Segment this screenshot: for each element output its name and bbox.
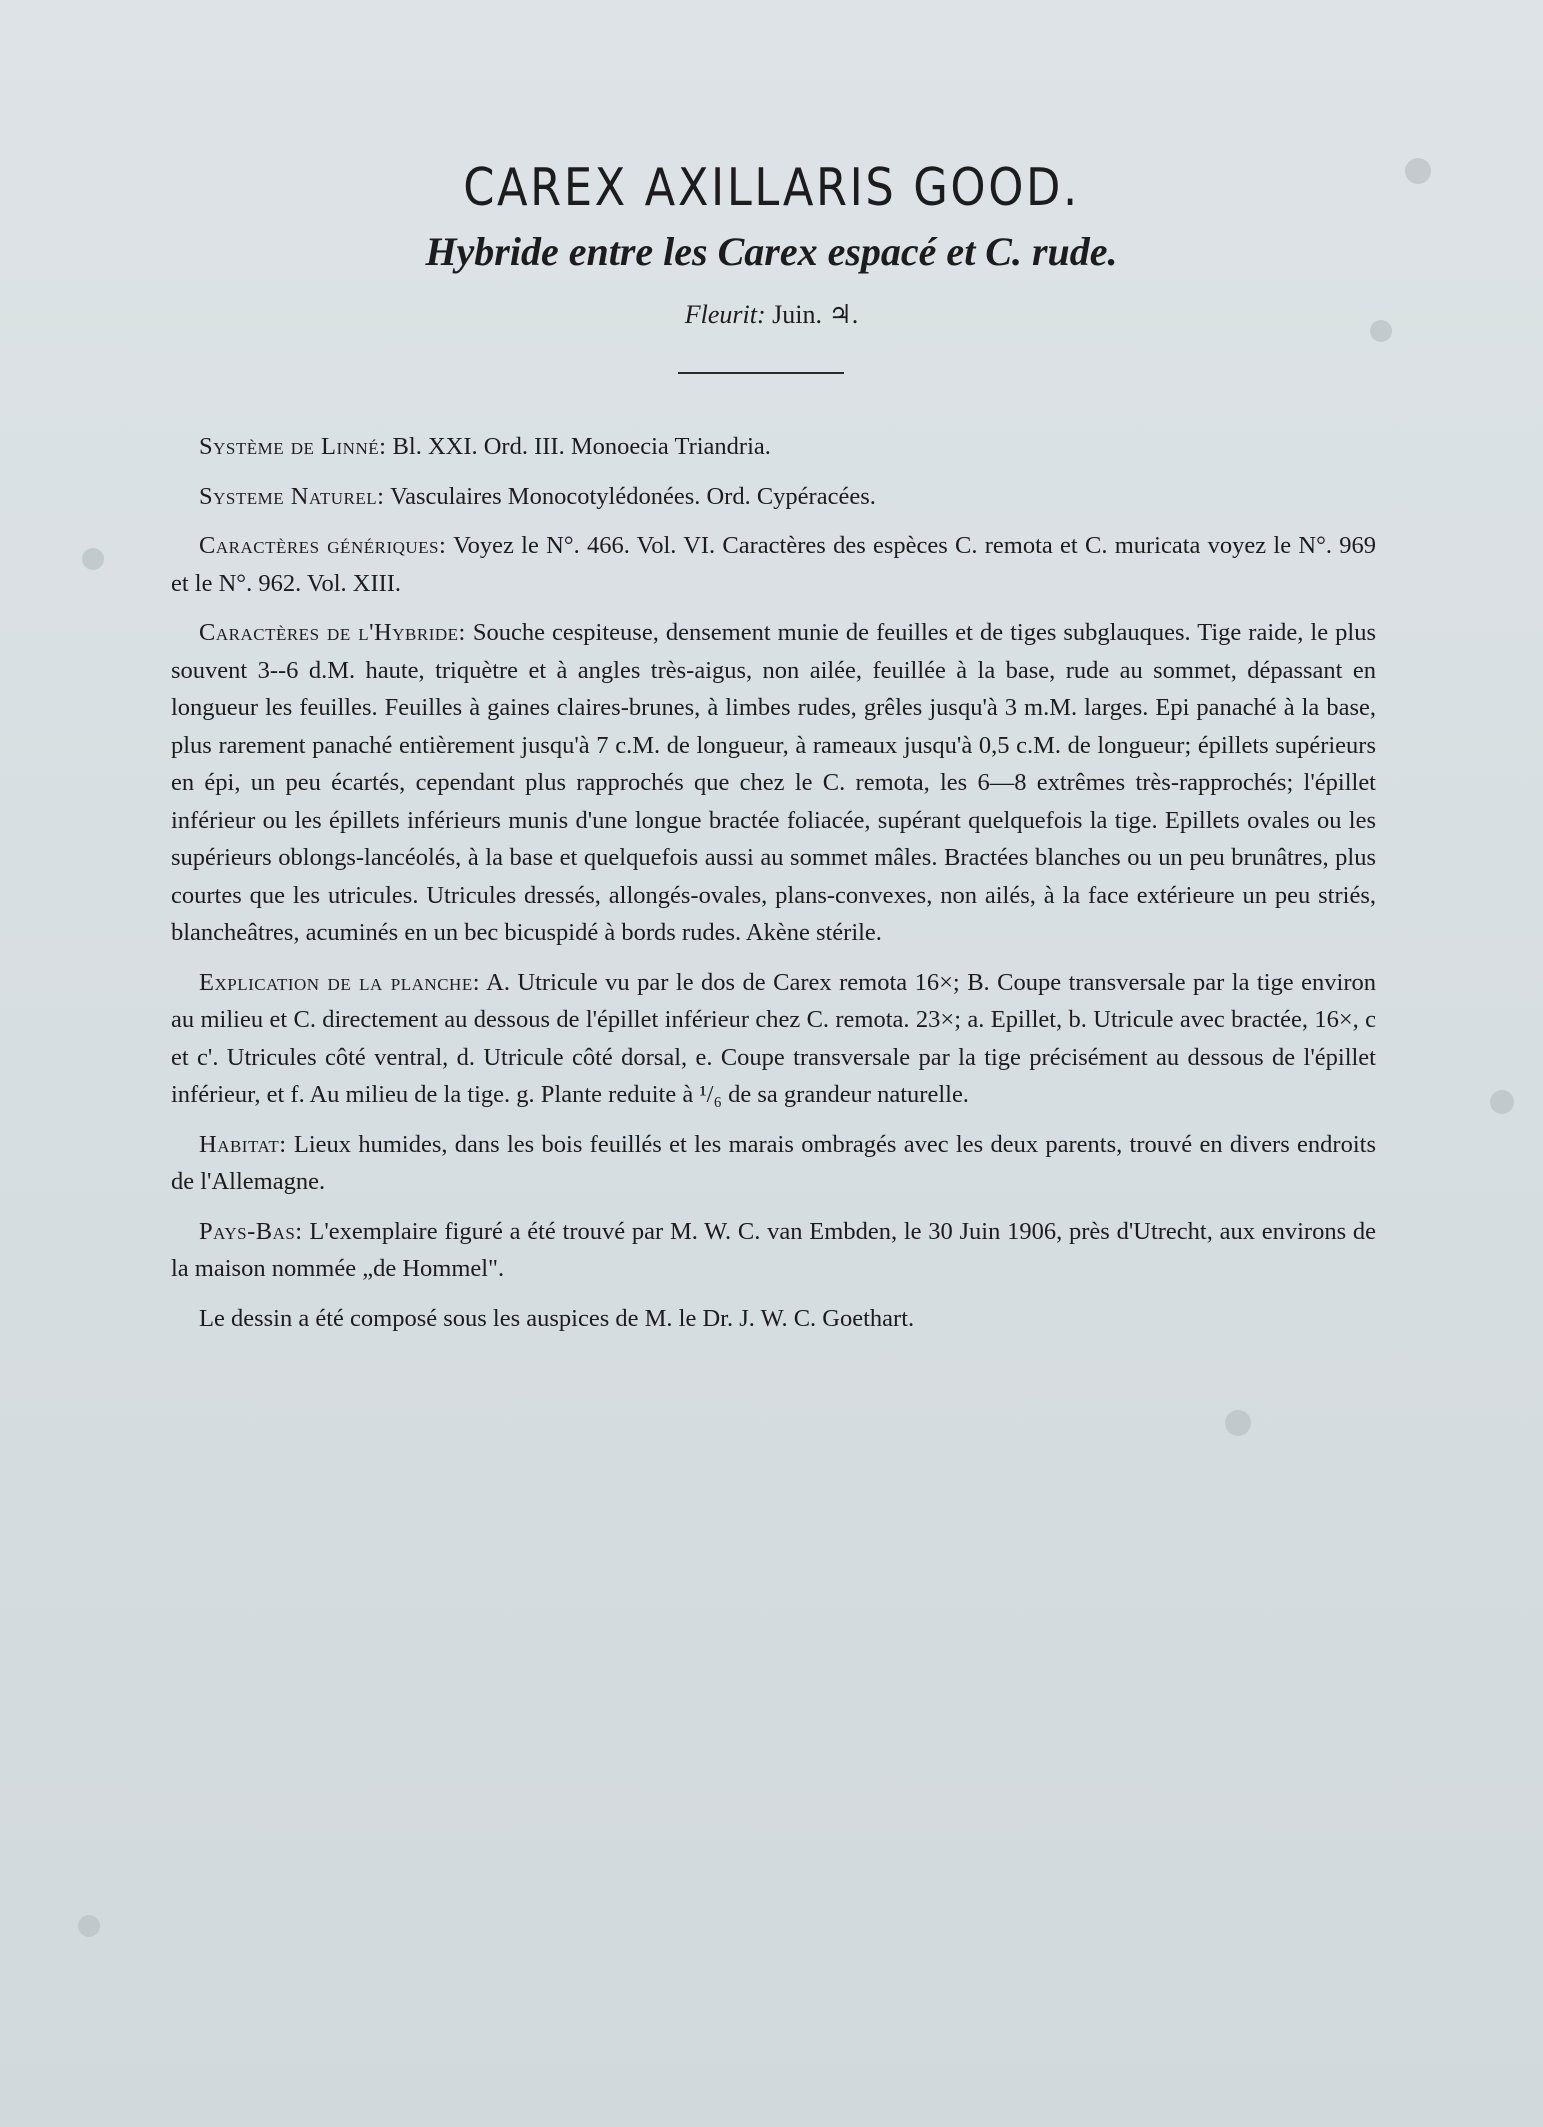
section-text: L'exemplaire figuré a été trouvé par M. W. C. van Embden, le 30 Juin 1906, près d'Utrecht, aux environs de la maison nommée „de Hommel". bbox=[171, 1217, 1376, 1282]
section-text: Souche cespiteuse, densement munie de feuilles et de tiges subglauques. Tige raide, le plus souvent 3--6 d.M. haute, triquètre et à angles très-aigus, non ailée, feuillée à la base, rude au sommet, dépassant en longueur les feuilles. Feuilles à gaines claires-brunes, à limbes rudes, grêles jusqu'à 3 m.M. larges. Epi panaché à la base, plus rarement panaché entièrement jusqu'à 7 c.M. de longueur, à rameaux jusqu'à 0,5 c.M. de longueur; épillets supérieurs en épi, un peu écartés, cependant plus rapprochés que chez le C. remota, les 6—8 extrêmes très-rapprochés; l'épillet inférieur ou les épillets inférieurs munis d'une longue bractée foliacée, supérant quelquefois la tige. Epillets ovales ou les supérieurs oblongs-lancéolés, à la base et quelquefois aussi au sommet mâles. Bractées blanches ou un peu brunâtres, plus courtes que les utricules. Utricules dressés, allongés-ovales, plans-convexes, non ailés, à la face extérieure un peu striés, blanchеâtres, acuminés en un bec bicuspidé à bords rudes. Akène stérile. bbox=[171, 619, 1376, 946]
section-heading: Habitat: bbox=[199, 1130, 287, 1158]
section-generiques bbox=[171, 527, 1376, 602]
section-heading: Explication de la planche: bbox=[199, 968, 481, 996]
section-text: Le dessin a été composé sous les auspices de M. le Dr. J. W. C. Goethart. bbox=[199, 1304, 915, 1332]
description-body bbox=[171, 428, 1376, 1349]
section-text: Bl. XXI. Ord. III. Monoecia Triandria. bbox=[386, 433, 771, 460]
section-text: A. Utricule vu par le dos de Carex remota 16×; B. Coupe transversale par la tige environ au milieu et C. directement au dessous de l'épillet inférieur chez C. remota. 23×; a. Epillet, b. Utricule avec bractée, 16×, c et c'. Utricules côté ventral, d. Utricule côté dorsal, e. Coupe transversale par la tige précisément au dessous de l'épillet inférieur, et f. Au milieu de la tige. g. Plante reduite à ¹/₆ de sa grandeur naturelle. bbox=[171, 968, 1376, 1108]
section-dessin bbox=[171, 1300, 1376, 1338]
page-subtitle: Hybride entre les Carex espacé et C. rude. bbox=[425, 229, 1118, 274]
section-heading: Caractères de l'Hybride: bbox=[199, 619, 466, 646]
paper-stain bbox=[1225, 1410, 1251, 1436]
section-heading: Pays-Bas: bbox=[199, 1217, 303, 1245]
paper-stain bbox=[82, 548, 104, 570]
section-text: Voyez le N°. 466. Vol. VI. Caractères des espèces C. remota et C. muricata voyez le N°. 969 et le N°. 962. Vol. XIII. bbox=[171, 532, 1376, 597]
section-heading: Système de Linné: bbox=[199, 433, 387, 460]
section-naturel bbox=[171, 478, 1376, 516]
section-pays-bas bbox=[171, 1213, 1376, 1288]
flowering-line bbox=[0, 300, 1543, 330]
flowering-label: Fleurit: bbox=[684, 300, 766, 329]
section-linne bbox=[171, 428, 1376, 466]
title-divider bbox=[678, 372, 844, 374]
section-heading: Caractères génériques: bbox=[199, 532, 447, 559]
flowering-value: Juin. ♃. bbox=[772, 300, 859, 329]
section-heading: Systeme Naturel: bbox=[199, 482, 385, 510]
paper-stain bbox=[78, 1915, 100, 1937]
section-habitat bbox=[171, 1126, 1376, 1201]
section-text: Lieux humides, dans les bois feuillés et les marais ombragés avec les deux parents, trouvé en divers endroits de l'Allemagne. bbox=[171, 1130, 1376, 1195]
page-title: CAREX AXILLARIS GOOD. bbox=[463, 158, 1080, 218]
paper-stain bbox=[1490, 1090, 1514, 1114]
section-hybride bbox=[171, 614, 1376, 952]
section-explication bbox=[171, 964, 1376, 1114]
section-text: Vasculaires Monocotylédonées. Ord. Cypéracées. bbox=[384, 482, 876, 510]
